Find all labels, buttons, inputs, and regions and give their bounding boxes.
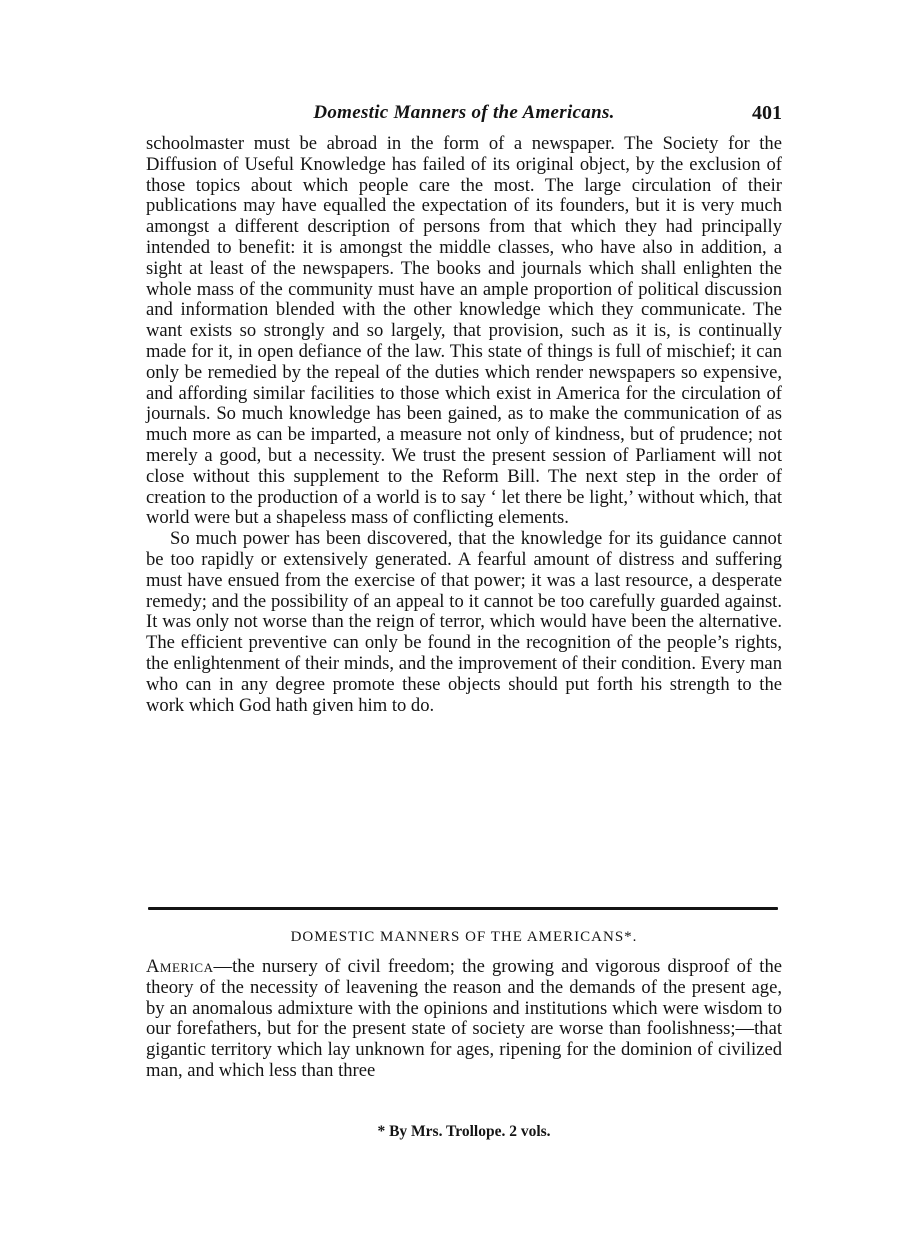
main-body (146, 134, 782, 716)
article-body (146, 957, 782, 1082)
page-number: 401 (752, 102, 782, 124)
running-title: Domestic Manners of the Americans. (313, 102, 615, 123)
article-paragraph (146, 957, 782, 1082)
article-paragraph-text: —the nursery of civil freedom; the growing and vigorous disproof of the theory of the necessity of leavening the reason and the demands of the present age, by an anomalous admixture with the opinions and institutions which were wisdom to our forefathers, but for the present state of society are worse than foolishness;—that gigantic territory which lay unknown for ages, ripening for the dominion of civilized man, and which less than three (146, 956, 782, 1081)
article-heading: DOMESTIC MANNERS OF THE AMERICANS*. (290, 929, 638, 945)
footnote: * By Mrs. Trollope. 2 vols. (377, 1123, 551, 1140)
article-lead-word: America (146, 956, 214, 977)
body-paragraph-2: So much power has been discovered, that the knowledge for its guidance cannot be too rapidly or extensively generated. A fearful amount of distress and suffering must have ensued from the exercise of that power; it was a last resource, a desperate remedy; and the possibility of an appeal to it cannot be too carefully guarded against. It was only not worse than the reign of terror, which would have been the alternative. The efficient preventive can only be found in the recognition of the people’s rights, the enlightenment of their minds, and the improvement of their condition. Every man who can in any degree promote these objects should put forth his strength to the work which God hath given him to do. (146, 528, 782, 716)
body-paragraph-1: schoolmaster must be abroad in the form of a newspaper. The Society for the Diffusion of Useful Knowledge has failed of its original object, by the exclusion of those topics about which people care the most. The large circulation of their publications may have equalled the expectation of its founders, but it is very much amongst a different description of persons from that which they had principally intended to benefit: it is amongst the middle classes, who have also in addition, a sight at least of the newspapers. The books and journals which shall enlighten the whole mass of the community must have an ample proportion of political discussion and information blended with the other knowledge which they communicate. The want exists so strongly and so largely, that provision, such as it is, is continually made for it, in open defiance of the law. This state of things is full of mischief; it can only be remedied by the repeal of the duties which render newspapers so expensive, and affording similar facilities to those which exist in America for the circulation of journals. So much knowledge has been gained, as to make the communication of as much more as can be imparted, a measure not only of kindness, but of prudence; not merely a good, but a necessity. We trust the present session of Parliament will not close without this supplement to the Reform Bill. The next step in the order of creation to the production of a world is to say ‘ let there be light,’ without which, that world were but a shapeless mass of conflicting elements. (146, 133, 782, 529)
running-header (146, 102, 782, 132)
section-divider (148, 907, 778, 910)
